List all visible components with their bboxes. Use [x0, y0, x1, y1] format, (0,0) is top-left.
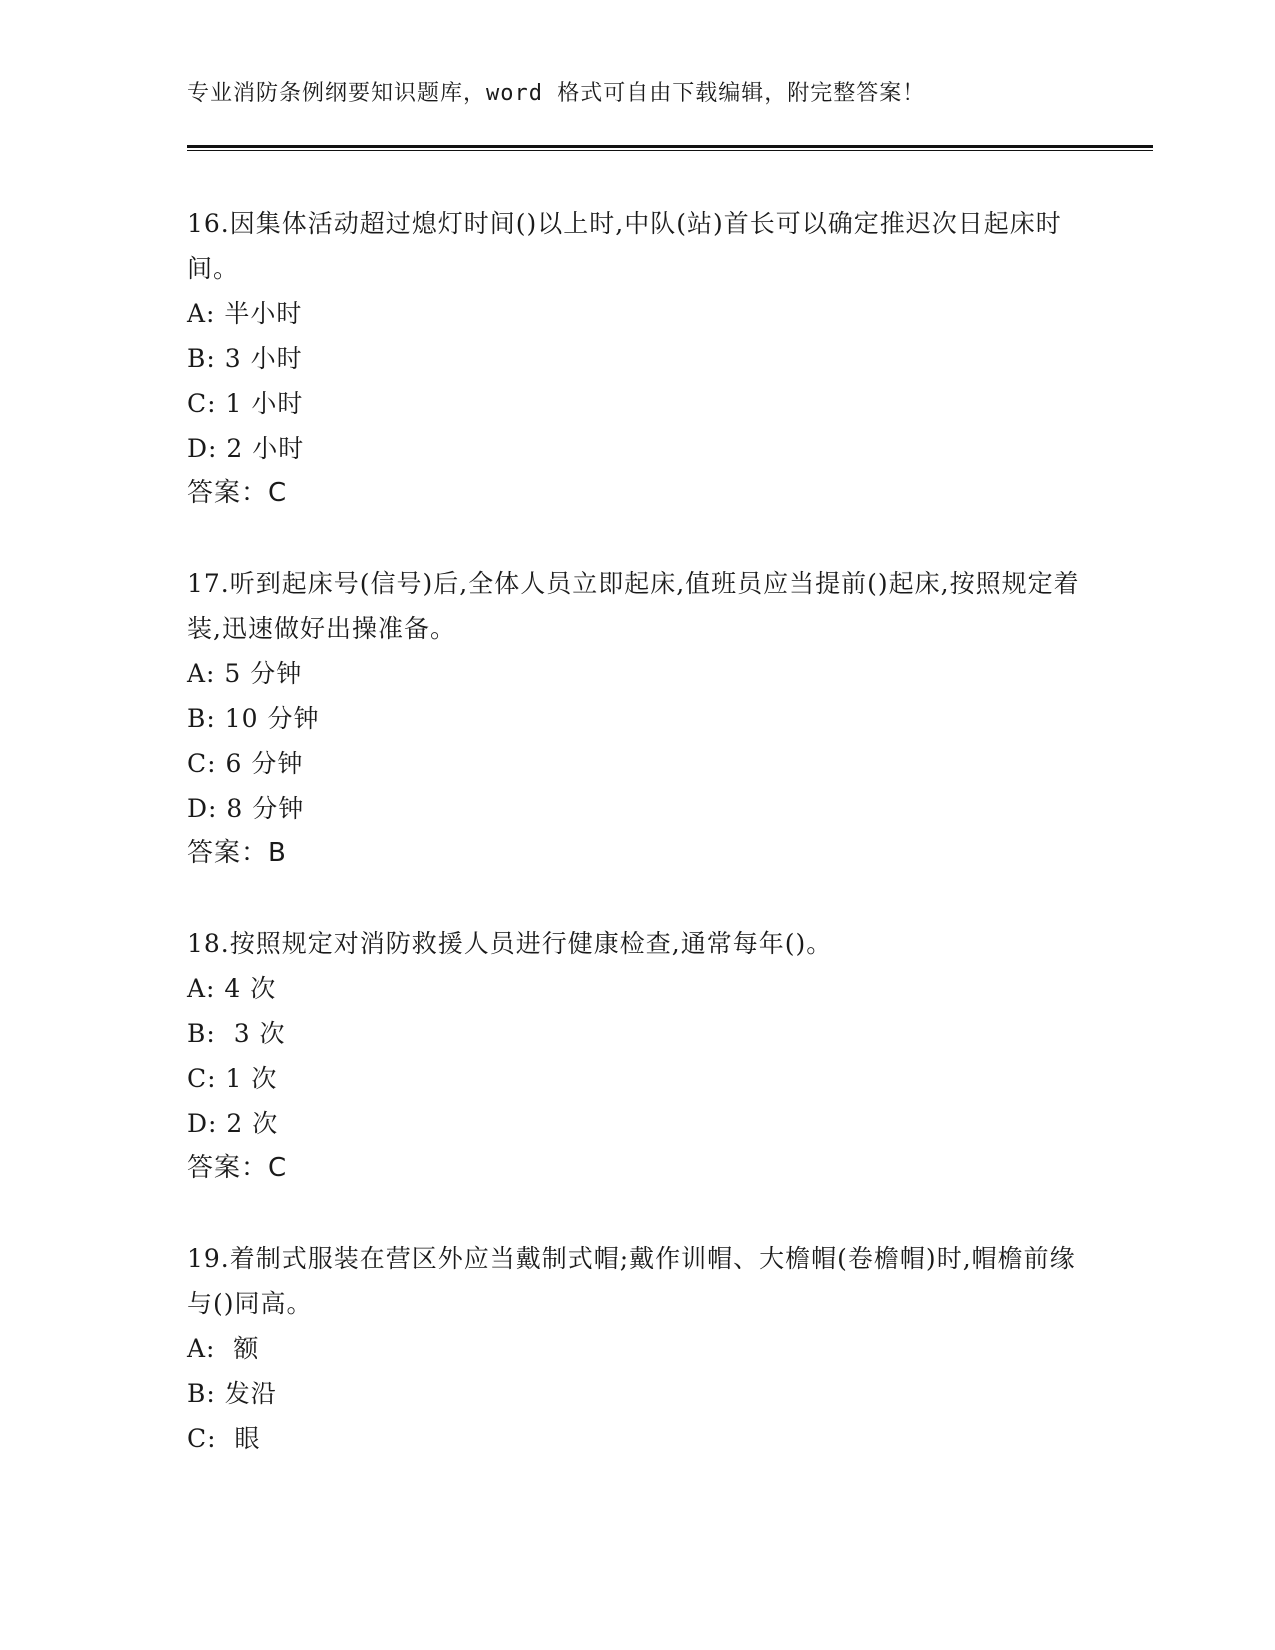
- page-header: 专业消防条例纲要知识题库，word 格式可自由下载编辑，附完整答案！: [187, 81, 926, 106]
- question-stem: 17.听到起床号(信号)后,全体人员立即起床,值班员应当提前()起床,按照规定着装,迅速做好出操准备。: [187, 569, 1080, 643]
- header-divider-thin: [187, 150, 1153, 151]
- option-b: B: 10 分钟: [187, 704, 320, 733]
- option-c: C: 1 小时: [187, 389, 304, 418]
- header-divider-thick: [187, 145, 1153, 148]
- option-a: A: 半小时: [187, 299, 303, 328]
- option-a: A: 4 次: [187, 974, 277, 1003]
- option-d: D: 2 小时: [187, 434, 305, 463]
- question-stem: 18.按照规定对消防救援人员进行健康检查,通常每年()。: [187, 929, 833, 958]
- option-c: C: 1 次: [187, 1064, 278, 1093]
- option-b: B: 发沿: [187, 1379, 277, 1408]
- question-stem: 16.因集体活动超过熄灯时间()以上时,中队(站)首长可以确定推迟次日起床时间。: [187, 209, 1062, 283]
- option-a: A: 5 分钟: [187, 659, 303, 688]
- option-b: B: 3 次: [187, 1019, 286, 1048]
- question-stem: 19.着制式服装在营区外应当戴制式帽;戴作训帽、大檐帽(卷檐帽)时,帽檐前缘与()同高。: [187, 1244, 1076, 1318]
- option-d: D: 2 次: [187, 1109, 279, 1138]
- option-c: C: 6 分钟: [187, 749, 304, 778]
- option-c: C: 眼: [187, 1424, 261, 1453]
- option-d: D: 8 分钟: [187, 794, 305, 823]
- answer-label: 答案：C: [187, 1153, 288, 1183]
- question-list: [187, 201, 1087, 1506]
- question-17: [187, 561, 1087, 876]
- question-16: [187, 201, 1087, 516]
- answer-label: 答案：B: [187, 838, 287, 868]
- option-a: A: 额: [187, 1334, 260, 1363]
- question-18: [187, 921, 1087, 1191]
- answer-label: 答案：C: [187, 478, 288, 508]
- option-b: B: 3 小时: [187, 344, 303, 373]
- question-19: [187, 1236, 1087, 1461]
